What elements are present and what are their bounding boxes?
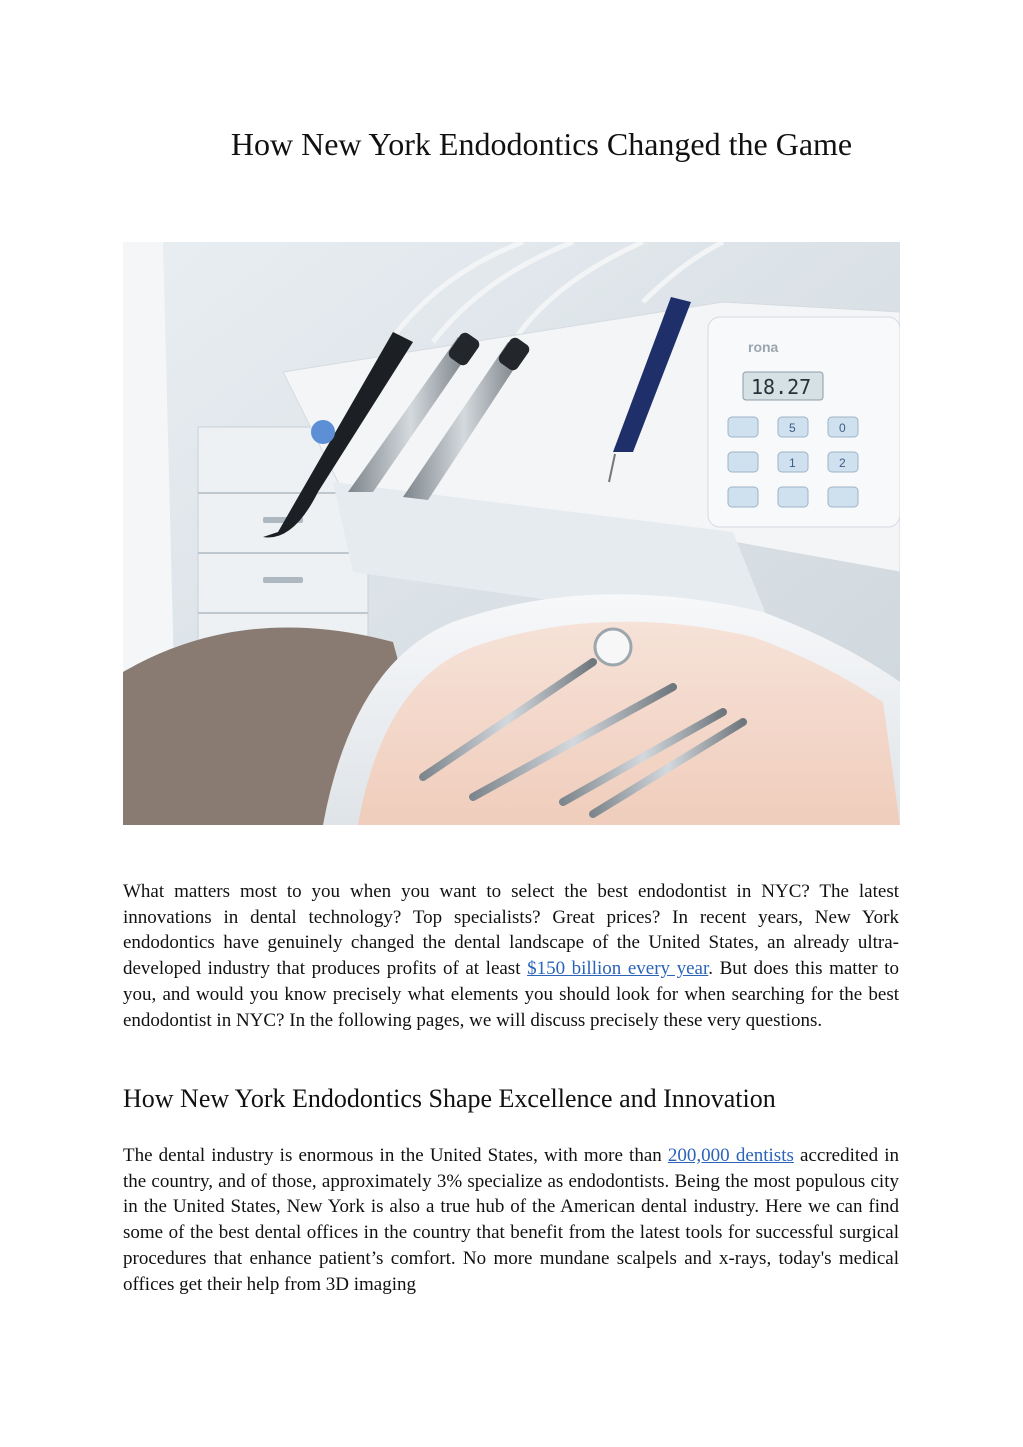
section-heading: How New York Endodontics Shape Excellence and Innovation xyxy=(123,1084,776,1113)
dental-equipment-photo xyxy=(123,242,900,825)
panel-display-value: 18.27 xyxy=(751,375,812,399)
panel-brand-label: rona xyxy=(748,339,779,355)
section-text-end: accredited in the country, and of those, approximately 3% specialize as endodontists. Being the most populous city in the United States, New York is also a true hub of the American dental industry. Here we can find some of the best dental offices in the country that benefit from the latest tools for successful surgical procedures that enhance patient’s comfort. No more mundane scalpels and x-rays, today's medical offices get their help from 3D imaging xyxy=(123,1145,899,1295)
intro-paragraph xyxy=(123,879,899,1033)
dentists-count-link[interactable]: 200,000 dentists xyxy=(667,1145,794,1166)
section-text-start: The dental industry is enormous in the United States, with more than xyxy=(123,1145,668,1166)
page-title: How New York Endodontics Changed the Game xyxy=(230,126,853,162)
revenue-link[interactable]: $150 billion every year xyxy=(527,958,709,980)
intro-text-end: . But does this matter to you, and would you know precisely what elements you should look for when searching for the best endodontist in NYC? In the following pages, we will discuss precisely these very questions. xyxy=(123,958,899,1031)
keypad-key-0: 0 xyxy=(839,421,846,435)
keypad-key-5: 5 xyxy=(789,421,796,435)
keypad-key-2: 2 xyxy=(839,456,846,470)
section-paragraph xyxy=(123,1143,899,1297)
intro-text-start: What matters most to you when you want to select the best endodontist in NYC? The latest innovations in dental technology? Top specialists? Great prices? In recent years, New York endodontics have genuinely changed the dental landscape of the United States, an already ultra-developed industry that produces profits of at least xyxy=(123,881,899,980)
keypad-key-1: 1 xyxy=(789,456,796,470)
